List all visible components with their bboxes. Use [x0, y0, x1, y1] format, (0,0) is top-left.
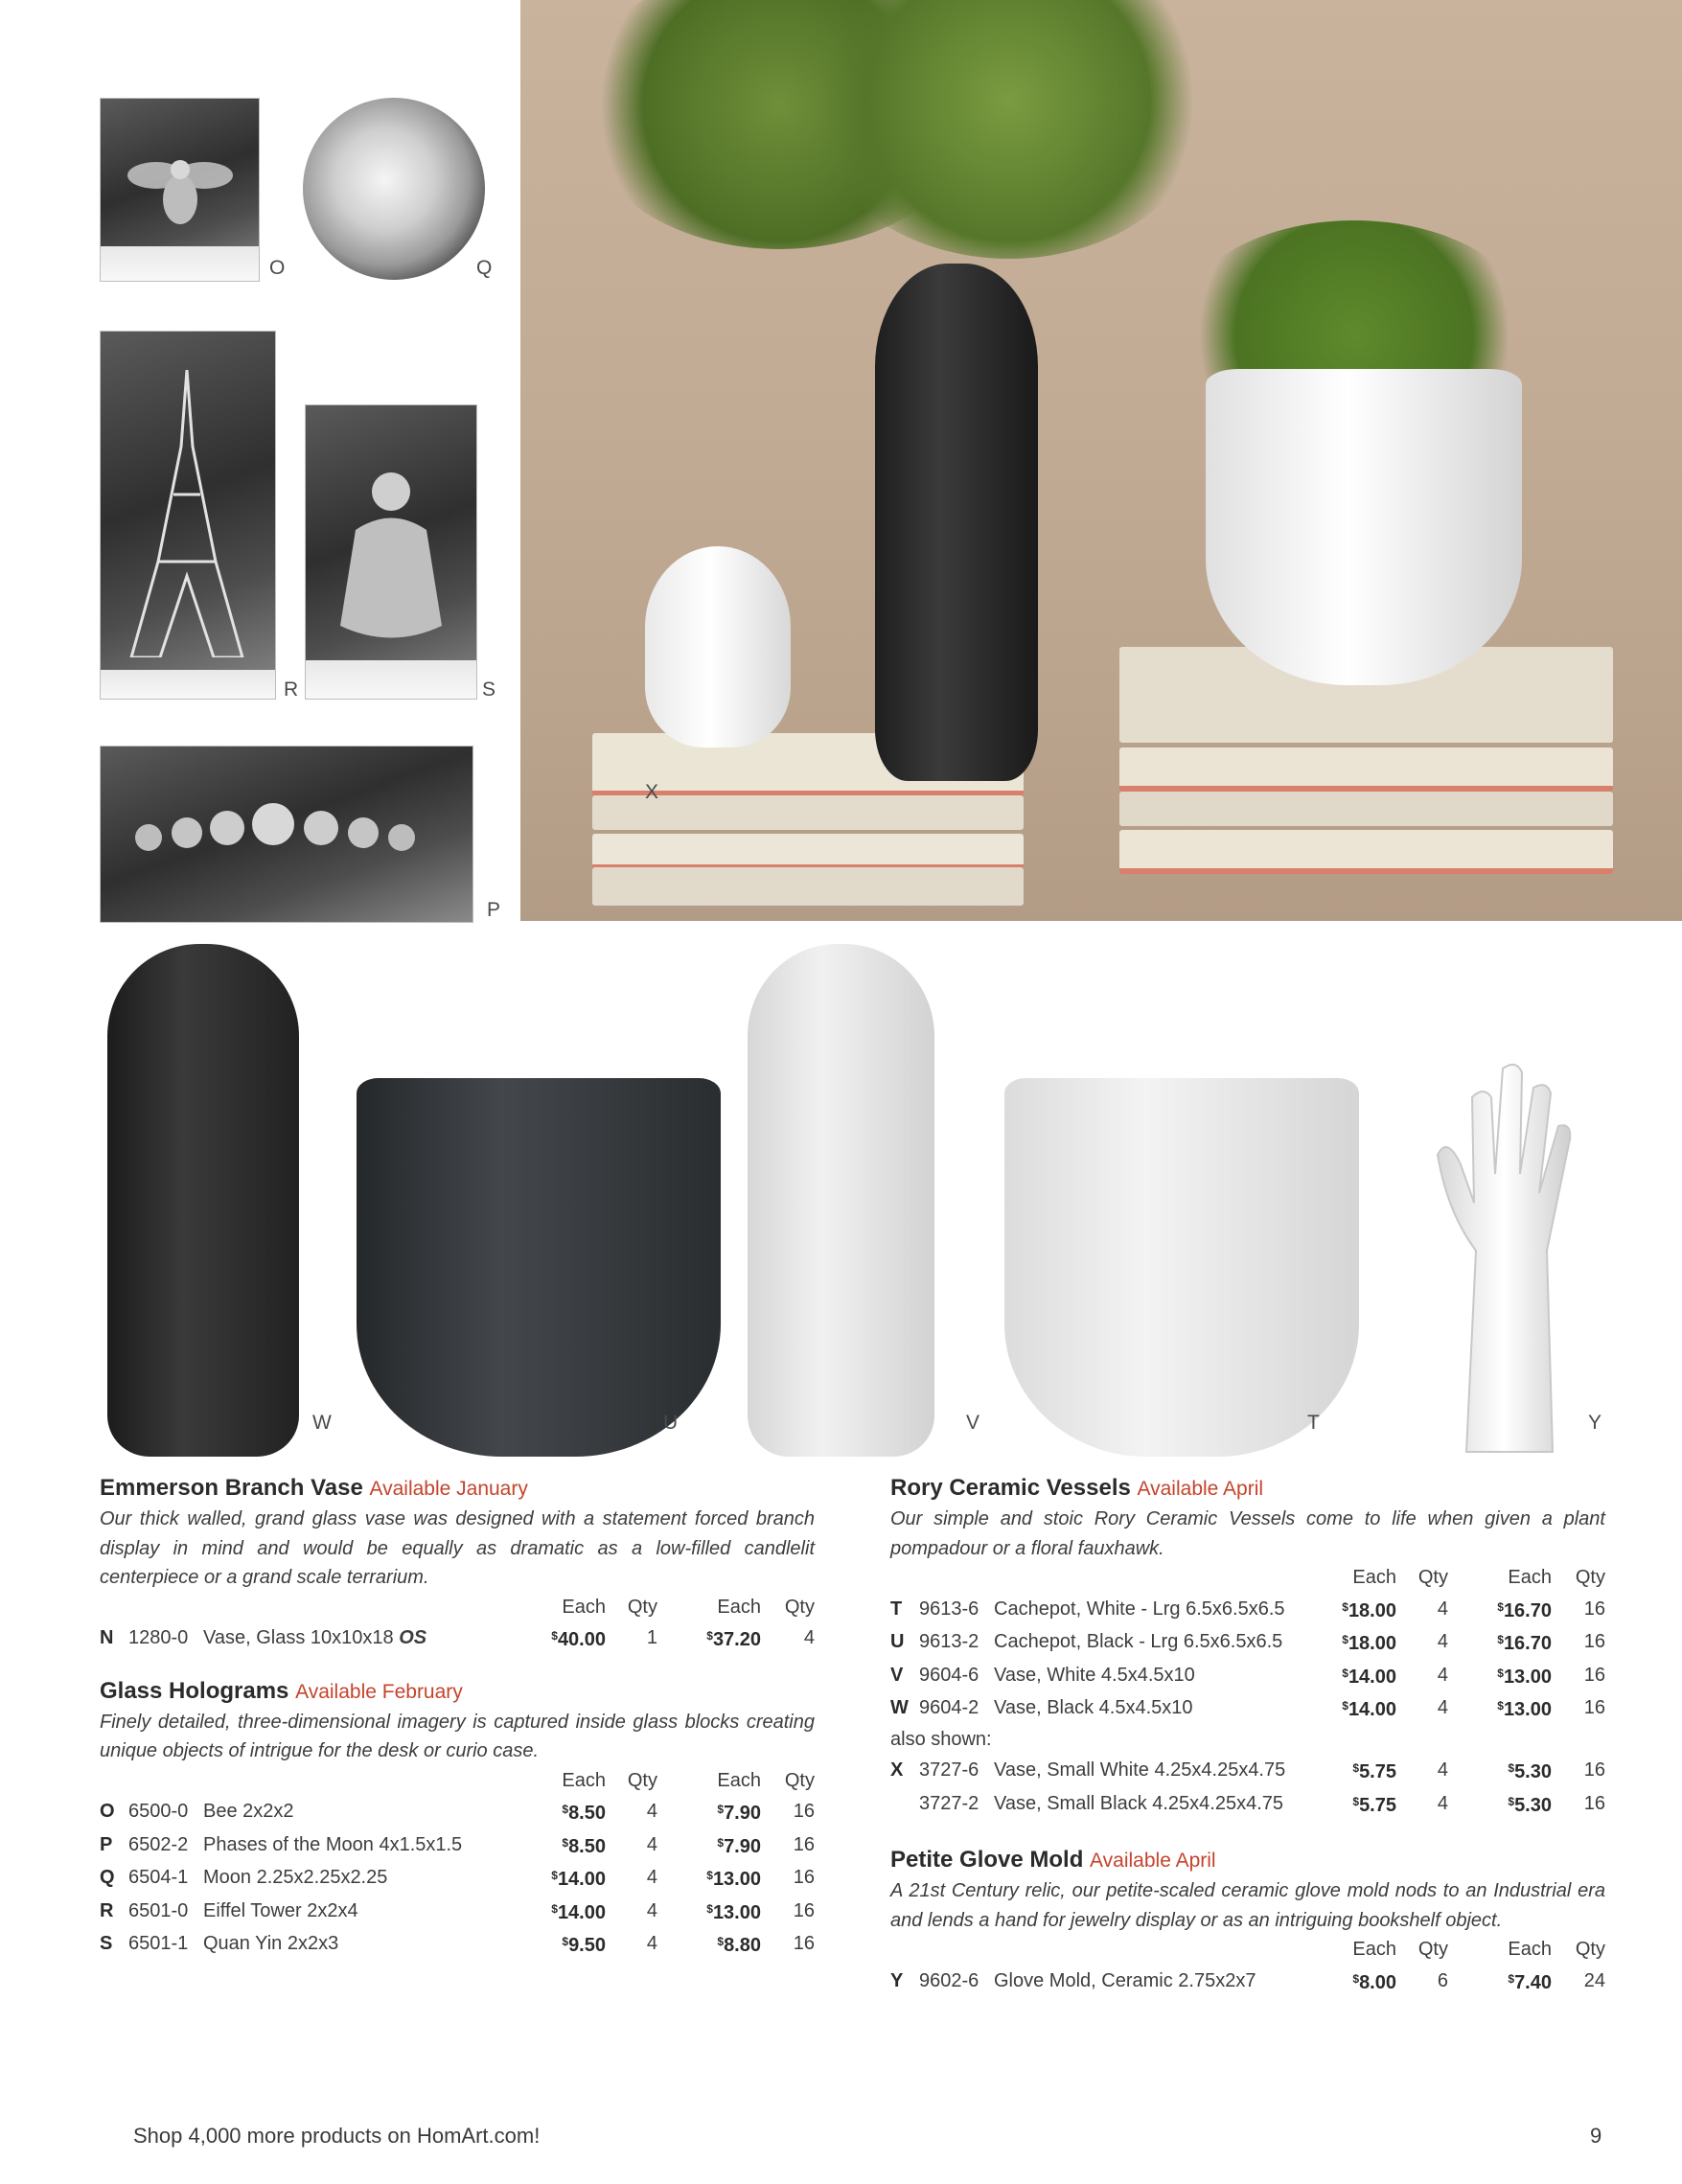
- item-qty2: 16: [793, 1801, 815, 1822]
- emmerson-availability: Available January: [369, 1478, 528, 1500]
- table-row: X 3727-6 Vase, Small White 4.25x4.25x4.75 $5.75 4 $5.30 16: [890, 1754, 1605, 1787]
- holograms-title: Glass Holograms: [100, 1677, 289, 1704]
- header-each: Each: [1352, 1567, 1396, 1588]
- item-letter: W: [890, 1697, 909, 1718]
- item-qty1: 6: [1437, 1969, 1448, 1991]
- white-vase-photo: [748, 944, 934, 1457]
- table-row: P 6502-2 Phases of the Moon 4x1.5x1.5 $8.50 4 $7.90 16: [100, 1828, 815, 1862]
- label-x: X: [645, 781, 659, 803]
- moon-phases-hologram-photo: [100, 746, 473, 923]
- header-qty: Qty: [1575, 1567, 1605, 1588]
- item-price1: 14.00: [557, 1869, 606, 1890]
- item-sku: 6501-1: [128, 1933, 189, 1954]
- styled-scene-photo: [520, 0, 1682, 921]
- item-price1: 8.50: [568, 1835, 606, 1857]
- header-qty: Qty: [1417, 1939, 1448, 1960]
- item-sku: 9613-2: [919, 1631, 979, 1652]
- item-desc: Cachepot, Black - Lrg 6.5x6.5x6.5: [994, 1631, 1283, 1652]
- item-letter: R: [100, 1899, 114, 1921]
- header-each: Each: [1352, 1939, 1396, 1960]
- black-vase-photo: [107, 944, 299, 1457]
- left-column: [100, 1473, 815, 1961]
- header-each: Each: [562, 1596, 606, 1618]
- item-letter: Y: [890, 1969, 904, 1991]
- item-price2: 37.20: [712, 1629, 761, 1650]
- label-u: U: [663, 1412, 679, 1434]
- header-qty: Qty: [784, 1596, 815, 1618]
- item-qty1: 4: [1437, 1697, 1448, 1718]
- rory-heading: [890, 1473, 1605, 1505]
- header-each: Each: [1508, 1567, 1552, 1588]
- item-desc: Vase, White 4.5x4.5x10: [994, 1664, 1195, 1686]
- header-each: Each: [562, 1769, 606, 1791]
- black-cachepot-photo: [357, 1078, 721, 1457]
- item-letter: O: [100, 1801, 115, 1822]
- item-qty1: 4: [1437, 1792, 1448, 1814]
- quan-yin-icon: [327, 463, 455, 655]
- emmerson-description: Our thick walled, grand glass vase was designed with a statement forced branch display in mind and would be equally as dramatic as a low-filled candlelit centerpiece or a grand scale terrarium.: [100, 1508, 815, 1588]
- holograms-heading: [100, 1676, 815, 1708]
- item-desc: Quan Yin 2x2x3: [203, 1933, 339, 1954]
- item-price1: 5.75: [1359, 1794, 1396, 1816]
- item-price1: 40.00: [557, 1629, 606, 1650]
- item-letter: [890, 1787, 919, 1821]
- rory-description: Our simple and stoic Rory Ceramic Vessels come to life when given a plant pompadour or a floral fauxhawk.: [890, 1508, 1605, 1559]
- table-row: T 9613-6 Cachepot, White - Lrg 6.5x6.5x6.5 $18.00 4 $16.70 16: [890, 1593, 1605, 1626]
- moon-phases-icon: [129, 790, 446, 876]
- label-q: Q: [476, 257, 493, 279]
- item-price1: 5.75: [1359, 1761, 1396, 1782]
- item-letter: V: [890, 1664, 904, 1686]
- item-price2: 16.70: [1503, 1633, 1552, 1654]
- glove-price-table: [890, 1935, 1605, 1997]
- glove-availability: Available April: [1090, 1850, 1216, 1872]
- table-row: U 9613-2 Cachepot, Black - Lrg 6.5x6.5x6.5 $18.00 4 $16.70 16: [890, 1625, 1605, 1659]
- item-qty2: 16: [793, 1933, 815, 1954]
- item-price2: 13.00: [712, 1901, 761, 1923]
- item-qty2: 16: [1583, 1759, 1605, 1781]
- glove-mold-photo: [1428, 1059, 1581, 1457]
- item-letter: X: [890, 1759, 904, 1781]
- header-each: Each: [717, 1596, 761, 1618]
- also-shown-label: also shown:: [890, 1728, 992, 1750]
- item-desc: Phases of the Moon 4x1.5x1.5: [203, 1833, 463, 1855]
- header-each: Each: [1508, 1939, 1552, 1960]
- rory-availability: Available April: [1137, 1478, 1264, 1500]
- item-qty1: 4: [646, 1933, 657, 1954]
- rory-price-table: [890, 1563, 1605, 1820]
- item-qty1: 4: [646, 1867, 657, 1888]
- item-qty2: 16: [1583, 1631, 1605, 1652]
- item-qty2: 4: [803, 1627, 815, 1648]
- item-price1: 18.00: [1348, 1633, 1396, 1654]
- label-s: S: [482, 678, 496, 701]
- page-number: 9: [1590, 2124, 1602, 2148]
- item-letter: Q: [100, 1867, 115, 1888]
- emmerson-heading: [100, 1473, 815, 1505]
- item-sku: 6501-0: [128, 1899, 189, 1921]
- glove-title: Petite Glove Mold: [890, 1847, 1084, 1873]
- item-letter: P: [100, 1833, 113, 1855]
- item-qty1: 4: [1437, 1598, 1448, 1620]
- item-desc: Vase, Glass 10x10x18: [203, 1627, 394, 1648]
- item-sku: 6502-2: [128, 1833, 189, 1855]
- eiffel-tower-hologram-photo: [100, 331, 276, 700]
- item-qty2: 16: [793, 1867, 815, 1888]
- item-price2: 5.30: [1514, 1761, 1552, 1782]
- item-qty2: 16: [1583, 1664, 1605, 1686]
- label-w: W: [312, 1412, 332, 1434]
- item-sku: 1280-0: [128, 1627, 189, 1648]
- label-v: V: [966, 1412, 980, 1434]
- item-price2: 13.00: [1503, 1699, 1552, 1720]
- label-p: P: [487, 899, 501, 921]
- table-row: S 6501-1 Quan Yin 2x2x3 $9.50 4 $8.80 16: [100, 1927, 815, 1961]
- item-qty1: 1: [646, 1627, 657, 1648]
- item-price2: 13.00: [712, 1869, 761, 1890]
- table-row: 3727-2 Vase, Small Black 4.25x4.25x4.75 $5.75 4 $5.30 16: [890, 1787, 1605, 1821]
- rory-title: Rory Ceramic Vessels: [890, 1475, 1131, 1501]
- table-row: W 9604-2 Vase, Black 4.5x4.5x10 $14.00 4 $13.00 16: [890, 1691, 1605, 1725]
- emmerson-title: Emmerson Branch Vase: [100, 1475, 363, 1501]
- item-desc: Vase, Small White 4.25x4.25x4.75: [994, 1759, 1286, 1781]
- header-qty: Qty: [627, 1769, 657, 1791]
- item-price2: 13.00: [1503, 1666, 1552, 1688]
- item-sku: 6504-1: [128, 1867, 189, 1888]
- bee-icon: [120, 147, 240, 233]
- table-row: Q 6504-1 Moon 2.25x2.25x2.25 $14.00 4 $13.00 16: [100, 1861, 815, 1895]
- item-sku: 3727-2: [919, 1792, 979, 1814]
- item-price2: 8.80: [724, 1935, 761, 1956]
- item-price1: 9.50: [568, 1935, 606, 1956]
- header-qty: Qty: [1417, 1567, 1448, 1588]
- item-qty1: 4: [1437, 1759, 1448, 1781]
- table-row: N 1280-0 Vase, Glass 10x10x18 OS $40.00 1 $37.20 4: [100, 1621, 815, 1655]
- quan-yin-hologram-photo: [305, 404, 477, 700]
- item-desc: Cachepot, White - Lrg 6.5x6.5x6.5: [994, 1598, 1285, 1620]
- label-r: R: [284, 678, 299, 701]
- table-row: Y 9602-6 Glove Mold, Ceramic 2.75x2x7 $8.00 6 $7.40 24: [890, 1965, 1605, 1998]
- header-qty: Qty: [627, 1596, 657, 1618]
- item-desc: Glove Mold, Ceramic 2.75x2x7: [994, 1969, 1256, 1991]
- item-sku: 6500-0: [128, 1801, 189, 1822]
- item-qty2: 16: [793, 1833, 815, 1855]
- item-price1: 18.00: [1348, 1599, 1396, 1621]
- item-qty1: 4: [1437, 1631, 1448, 1652]
- item-qty2: 16: [1583, 1697, 1605, 1718]
- white-cachepot-photo: [1004, 1078, 1359, 1457]
- table-row: R 6501-0 Eiffel Tower 2x2x4 $14.00 4 $13.00 16: [100, 1895, 815, 1928]
- holograms-availability: Available February: [295, 1680, 463, 1703]
- eiffel-tower-icon: [129, 370, 244, 657]
- item-desc: Eiffel Tower 2x2x4: [203, 1899, 358, 1921]
- item-letter: U: [890, 1631, 905, 1652]
- bee-hologram-photo: [100, 98, 260, 282]
- header-qty: Qty: [784, 1769, 815, 1791]
- item-desc: Vase, Small Black 4.25x4.25x4.75: [994, 1792, 1284, 1814]
- item-price2: 16.70: [1503, 1599, 1552, 1621]
- item-tag: OS: [399, 1627, 427, 1648]
- moon-sphere-photo: [303, 98, 485, 280]
- item-price1: 14.00: [1348, 1666, 1396, 1688]
- item-desc: Moon 2.25x2.25x2.25: [203, 1867, 388, 1888]
- item-qty2: 16: [793, 1899, 815, 1921]
- item-price1: 8.00: [1359, 1971, 1396, 1993]
- item-sku: 9613-6: [919, 1598, 979, 1620]
- item-qty1: 4: [646, 1801, 657, 1822]
- item-sku: 3727-6: [919, 1759, 979, 1781]
- item-price1: 14.00: [1348, 1699, 1396, 1720]
- item-price2: 7.90: [724, 1835, 761, 1857]
- item-letter: N: [100, 1627, 114, 1648]
- item-price1: 8.50: [568, 1803, 606, 1824]
- item-price2: 7.90: [724, 1803, 761, 1824]
- item-qty2: 16: [1583, 1792, 1605, 1814]
- glove-description: A 21st Century relic, our petite-scaled ceramic glove mold nods to an Industrial era and lends a hand for jewelry display or as an intriguing bookshelf object.: [890, 1880, 1605, 1931]
- header-qty: Qty: [1575, 1939, 1605, 1960]
- holograms-price-table: [100, 1766, 815, 1961]
- item-sku: 9604-2: [919, 1697, 979, 1718]
- holograms-description: Finely detailed, three-dimensional imagery is captured inside glass blocks creating unique objects of intrigue for the desk or curio case.: [100, 1711, 815, 1761]
- glove-heading: [890, 1845, 1605, 1876]
- label-y: Y: [1588, 1412, 1602, 1434]
- shop-more-link[interactable]: Shop 4,000 more products on HomArt.com!: [133, 2124, 541, 2148]
- item-qty1: 4: [646, 1833, 657, 1855]
- item-desc: Vase, Black 4.5x4.5x10: [994, 1697, 1193, 1718]
- table-row: O 6500-0 Bee 2x2x2 $8.50 4 $7.90 16: [100, 1795, 815, 1828]
- item-qty2: 16: [1583, 1598, 1605, 1620]
- emmerson-price-table: [100, 1593, 815, 1655]
- item-price2: 7.40: [1514, 1971, 1552, 1993]
- item-sku: 9602-6: [919, 1969, 979, 1991]
- item-qty1: 4: [646, 1899, 657, 1921]
- right-column: [890, 1473, 1605, 1997]
- item-price2: 5.30: [1514, 1794, 1552, 1816]
- item-desc: Bee 2x2x2: [203, 1801, 294, 1822]
- header-each: Each: [717, 1769, 761, 1791]
- item-qty1: 4: [1437, 1664, 1448, 1686]
- table-row: V 9604-6 Vase, White 4.5x4.5x10 $14.00 4 $13.00 16: [890, 1659, 1605, 1692]
- item-letter: S: [100, 1933, 113, 1954]
- item-letter: T: [890, 1598, 903, 1620]
- label-o: O: [269, 257, 286, 279]
- label-t: T: [1307, 1412, 1320, 1434]
- item-qty2: 24: [1583, 1969, 1605, 1991]
- item-sku: 9604-6: [919, 1664, 979, 1686]
- item-price1: 14.00: [557, 1901, 606, 1923]
